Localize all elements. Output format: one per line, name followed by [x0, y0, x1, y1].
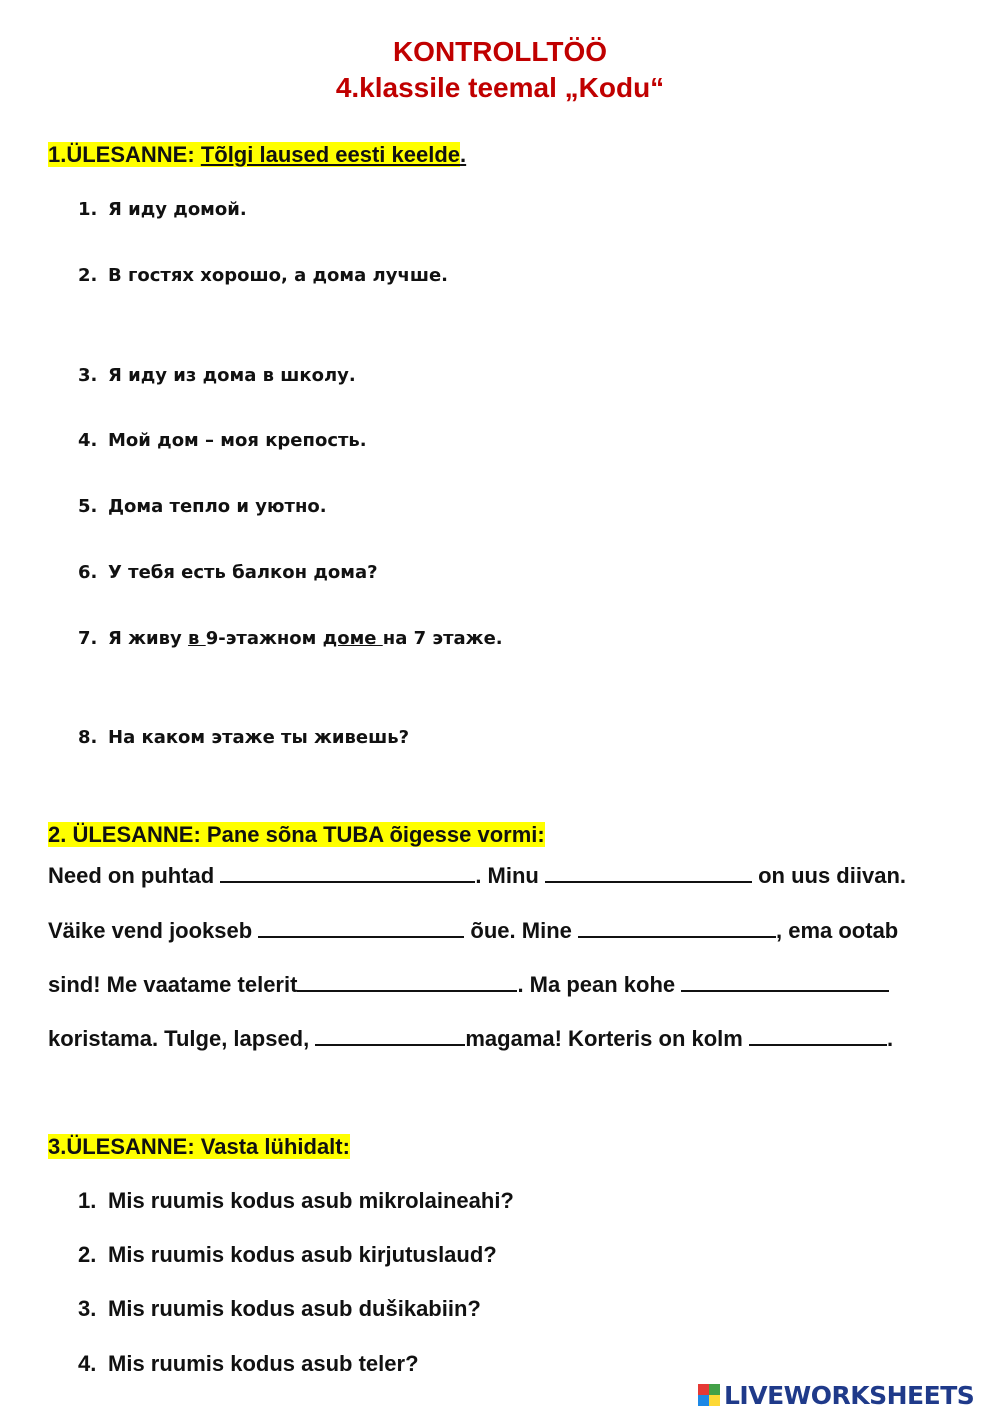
task1-item-number: 4.	[78, 430, 98, 451]
task2-heading-text: 2. ÜLESANNE: Pane sõna TUBA õigesse vormi:	[48, 822, 545, 847]
task2-line	[48, 916, 948, 945]
task3-item	[78, 1350, 419, 1378]
answer-blank[interactable]	[545, 861, 752, 883]
task1-item-number: 5.	[78, 496, 98, 517]
task3-item-text: Mis ruumis kodus asub dušikabiin?	[108, 1296, 481, 1321]
task1-item-text: Мой дом – моя крепость.	[108, 430, 367, 451]
logo-square	[709, 1395, 720, 1406]
task1-item-text: Я иду домой.	[108, 199, 247, 220]
page-title: KONTROLLTÖÖ	[392, 36, 608, 67]
task1-item	[78, 264, 448, 288]
task3-heading	[48, 1133, 350, 1161]
answer-blank[interactable]	[749, 1024, 887, 1046]
task2-text: Väike vend jookseb	[48, 918, 259, 943]
task2-text: on uus diivan.	[751, 863, 906, 888]
task1-item-number: 2.	[78, 265, 98, 286]
task1-item-underlined-part: доме	[322, 628, 383, 649]
task1-item	[78, 627, 503, 651]
task2-line	[48, 861, 948, 890]
task3-item-number: 2.	[78, 1242, 97, 1267]
task1-item-number: 6.	[78, 562, 98, 583]
task1-item-number: 8.	[78, 727, 98, 748]
task2-text: Need on puhtad	[48, 863, 221, 888]
task1-item-underlined-part: в	[188, 628, 206, 649]
task3-item	[78, 1295, 481, 1323]
logo-square	[698, 1384, 709, 1395]
task1-item-text-part: Я живу	[108, 628, 189, 649]
task2-text: sind! Me vaatame telerit	[48, 972, 298, 997]
task3-item-text: Mis ruumis kodus asub kirjutuslaud?	[108, 1242, 497, 1267]
task1-item-number: 7.	[78, 628, 98, 649]
liveworksheets-logo	[698, 1380, 974, 1410]
liveworksheets-logo-text: LIVEWORKSHEETS	[724, 1380, 975, 1410]
task1-period: .	[460, 142, 467, 167]
task3-heading-text: 3.ÜLESANNE: Vasta lühidalt:	[48, 1134, 350, 1159]
task2-line	[48, 1024, 948, 1053]
answer-blank[interactable]	[297, 970, 517, 992]
task1-item-number: 3.	[78, 365, 98, 386]
task3-item-number: 3.	[78, 1296, 97, 1321]
task3-item	[78, 1187, 514, 1215]
task1-label: 1.ÜLESANNE:	[48, 142, 195, 167]
task1-label-space	[195, 142, 201, 167]
task1-heading	[48, 141, 466, 169]
logo-square	[709, 1384, 720, 1395]
task1-item-text: Я иду из дома в школу.	[108, 365, 356, 386]
task1-item-text-part: 9-этажном	[205, 628, 323, 649]
task2-text: .	[886, 1026, 894, 1051]
task3-item-number: 4.	[78, 1351, 97, 1376]
liveworksheets-logo-icon	[698, 1384, 720, 1406]
answer-blank[interactable]	[258, 916, 464, 938]
task2-text: koristama. Tulge, lapsed,	[48, 1026, 316, 1051]
task1-item	[78, 364, 356, 388]
task3-item-text: Mis ruumis kodus asub mikrolaineahi?	[108, 1188, 514, 1213]
task1-item-text: В гостях хорошо, а дома лучше.	[108, 265, 448, 286]
task1-item-text: Дома тепло и уютно.	[108, 496, 327, 517]
task1-item	[78, 561, 378, 585]
page-subtitle: 4.klassile teemal „Kodu“	[335, 72, 665, 103]
answer-blank[interactable]	[578, 916, 776, 938]
task2-text: . Ma pean kohe	[517, 972, 682, 997]
task1-item	[78, 726, 409, 750]
answer-blank[interactable]	[315, 1024, 465, 1046]
task2-line	[48, 970, 948, 999]
task2-text: , ema ootab	[776, 918, 899, 943]
task1-item	[78, 495, 327, 519]
task1-item-text-part: на 7 этаже.	[382, 628, 503, 649]
task1-item-text: На каком этаже ты живешь?	[108, 727, 410, 748]
task1-item	[78, 198, 247, 222]
task3-item-number: 1.	[78, 1188, 97, 1213]
task3-item-text: Mis ruumis kodus asub teler?	[108, 1351, 419, 1376]
task2-heading	[48, 821, 545, 849]
answer-blank[interactable]	[220, 861, 475, 883]
task3-item	[78, 1241, 497, 1269]
task2-text: magama! Korteris on kolm	[465, 1026, 749, 1051]
logo-square	[698, 1395, 709, 1406]
task1-item	[78, 429, 367, 453]
task2-text: . Minu	[475, 863, 545, 888]
task1-instruction: Tõlgi laused eesti keelde	[200, 142, 461, 167]
task2-text: õue. Mine	[464, 918, 578, 943]
task1-item-number: 1.	[78, 199, 98, 220]
task1-item-text: У тебя есть балкон дома?	[108, 562, 378, 583]
answer-blank[interactable]	[681, 970, 889, 992]
